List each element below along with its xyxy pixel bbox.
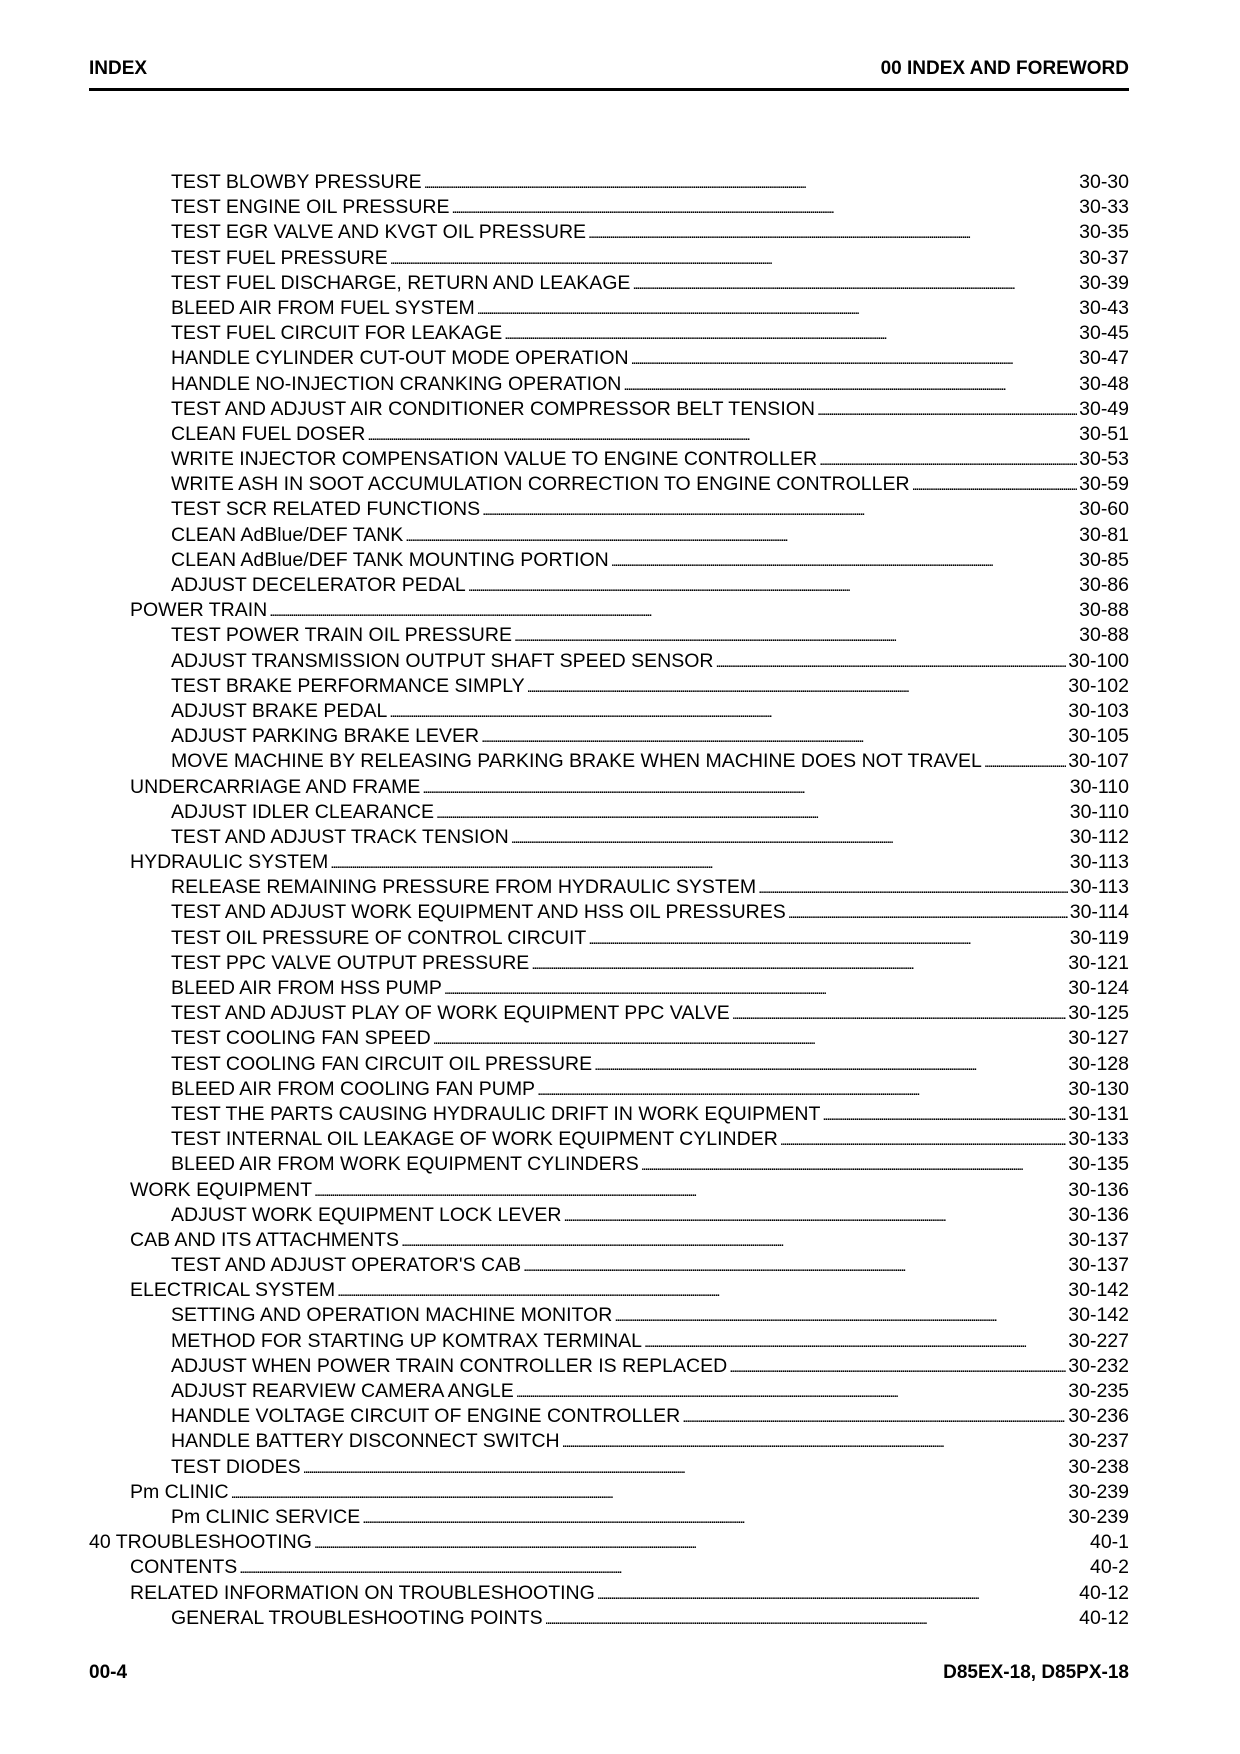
toc-entry-page: 40-2 — [1089, 1556, 1129, 1579]
toc-entry-page: 30-128 — [1068, 1052, 1129, 1075]
dot-leader — [611, 548, 1077, 574]
dot-leader — [732, 1001, 1067, 1027]
toc-entry-title: HANDLE BATTERY DISCONNECT SWITCH — [171, 1430, 560, 1453]
dot-leader — [314, 1530, 1088, 1556]
toc-entry-title: ADJUST IDLER CLEARANCE — [171, 800, 434, 823]
toc-entry-page: 30-88 — [1079, 624, 1129, 647]
dot-leader — [614, 1303, 1066, 1329]
toc-entry[interactable] — [89, 246, 1129, 271]
toc-entry[interactable] — [89, 875, 1129, 900]
toc-entry[interactable] — [89, 623, 1129, 648]
dot-leader — [337, 1278, 1066, 1304]
toc-entry[interactable] — [89, 1102, 1129, 1127]
toc-entry-page: 30-227 — [1068, 1329, 1129, 1352]
toc-entry-title: TEST OIL PRESSURE OF CONTROL CIRCUIT — [171, 926, 587, 949]
toc-entry-title: HANDLE CYLINDER CUT-OUT MODE OPERATION — [171, 347, 629, 370]
dot-leader — [780, 1127, 1066, 1153]
toc-entry-page: 30-136 — [1068, 1203, 1129, 1226]
toc-entry-page: 30-239 — [1068, 1480, 1129, 1503]
toc-entry[interactable] — [89, 724, 1129, 749]
dot-leader — [389, 699, 1066, 725]
toc-entry-title: 40 TROUBLESHOOTING — [89, 1531, 312, 1554]
toc-entry[interactable] — [89, 548, 1129, 573]
toc-entry[interactable] — [89, 271, 1129, 296]
toc-entry-page: 30-112 — [1069, 825, 1129, 848]
dot-leader — [433, 1026, 1067, 1052]
toc-entry-title: BLEED AIR FROM HSS PUMP — [171, 977, 442, 999]
toc-entry[interactable] — [89, 472, 1129, 497]
toc-entry-title: BLEED AIR FROM COOLING FAN PUMP — [171, 1077, 536, 1100]
dot-leader — [436, 800, 1068, 826]
toc-entry-page: 30-136 — [1068, 1178, 1129, 1201]
toc-entry-page: 30-30 — [1079, 171, 1129, 193]
toc-entry[interactable] — [89, 1152, 1129, 1177]
toc-entry[interactable] — [89, 1329, 1129, 1354]
dot-leader — [405, 523, 1077, 549]
toc-entry-title: TEST AND ADJUST AIR CONDITIONER COMPRESSOR BELT TENSION — [171, 397, 815, 420]
toc-entry[interactable] — [89, 296, 1129, 321]
toc-entry[interactable] — [89, 447, 1129, 472]
toc-entry[interactable] — [89, 220, 1129, 245]
toc-entry[interactable] — [89, 1077, 1129, 1102]
toc-entry-page: 40-12 — [1079, 1606, 1129, 1629]
toc-entry-title: TEST FUEL CIRCUIT FOR LEAKAGE — [171, 322, 503, 345]
dot-leader — [401, 1228, 1066, 1254]
toc-entry[interactable] — [89, 850, 1129, 875]
toc-entry-title: RELATED INFORMATION ON TROUBLESHOOTING — [130, 1581, 595, 1604]
toc-entry-page: 30-49 — [1079, 397, 1129, 420]
toc-entry-page: 30-102 — [1068, 674, 1129, 697]
toc-entry-title: CLEAN FUEL DOSER — [171, 422, 366, 445]
toc-entry-page: 30-232 — [1068, 1354, 1129, 1377]
toc-entry-page: 30-51 — [1079, 422, 1129, 445]
dot-leader — [477, 296, 1077, 322]
toc-entry[interactable] — [89, 1203, 1129, 1228]
toc-entry-page: 30-81 — [1079, 523, 1129, 546]
page-number: 00-4 — [89, 1662, 128, 1683]
toc-entry-title: TEST INTERNAL OIL LEAKAGE OF WORK EQUIPMENT CYLINDER — [171, 1128, 778, 1151]
toc-entry-page: 30-37 — [1079, 246, 1129, 269]
toc-entry[interactable] — [89, 1052, 1129, 1077]
dot-leader — [514, 623, 1077, 649]
toc-entry-page: 30-60 — [1079, 498, 1129, 521]
toc-entry-page: 30-110 — [1069, 800, 1129, 823]
toc-entry[interactable] — [89, 1026, 1129, 1051]
dot-leader — [563, 1203, 1066, 1229]
model-designation: D85EX-18, D85PX-18 — [943, 1662, 1129, 1683]
toc-entry-page: 30-110 — [1069, 775, 1129, 798]
dot-leader — [716, 649, 1067, 675]
dot-leader — [912, 472, 1078, 498]
toc-entry-title: TEST BRAKE PERFORMANCE SIMPLY — [171, 674, 525, 697]
toc-entry-title: Pm CLINIC SERVICE — [171, 1505, 361, 1528]
toc-entry-page: 30-142 — [1068, 1304, 1129, 1327]
dot-leader — [424, 170, 1077, 196]
toc-entry[interactable] — [89, 699, 1129, 724]
toc-entry-page: 30-33 — [1079, 196, 1129, 219]
toc-entry-page: 30-121 — [1068, 951, 1129, 974]
toc-entry-title: WORK EQUIPMENT — [130, 1178, 313, 1201]
dot-leader — [819, 447, 1077, 473]
toc-entry-page: 30-238 — [1068, 1455, 1129, 1478]
toc-entry-page: 30-133 — [1068, 1128, 1129, 1151]
toc-entry[interactable] — [89, 1505, 1129, 1530]
toc-entry[interactable] — [89, 573, 1129, 598]
toc-entry[interactable] — [89, 346, 1129, 371]
toc-entry-page: 30-142 — [1068, 1279, 1129, 1302]
dot-leader — [758, 875, 1068, 901]
toc-entry-title: TEST AND ADJUST PLAY OF WORK EQUIPMENT PPC VALVE — [171, 1002, 730, 1025]
toc-entry-title: BLEED AIR FROM WORK EQUIPMENT CYLINDERS — [171, 1153, 639, 1176]
toc-entry[interactable] — [89, 951, 1129, 976]
toc-entry[interactable] — [89, 1455, 1129, 1480]
toc-entry[interactable] — [89, 1303, 1129, 1328]
dot-leader — [788, 900, 1068, 926]
toc-entry-page: 30-137 — [1068, 1254, 1129, 1277]
toc-entry[interactable] — [89, 976, 1129, 1001]
toc-entry[interactable] — [89, 422, 1129, 447]
toc-entry-title: WRITE ASH IN SOOT ACCUMULATION CORRECTION TO ENGINE CONTROLLER — [171, 473, 910, 496]
toc-entry[interactable] — [89, 1555, 1129, 1580]
dot-leader — [451, 195, 1077, 221]
toc-entry-title: ADJUST PARKING BRAKE LEVER — [171, 725, 480, 748]
dot-leader — [562, 1429, 1067, 1455]
toc-entry-title: ELECTRICAL SYSTEM — [130, 1279, 336, 1302]
page-header — [89, 58, 1129, 91]
toc-entry[interactable] — [89, 775, 1129, 800]
dot-leader — [523, 1253, 1066, 1279]
dot-leader — [444, 976, 1066, 1002]
toc-entry[interactable] — [89, 598, 1129, 623]
toc-entry-title: POWER TRAIN — [130, 599, 268, 622]
toc-entry-title: RELEASE REMAINING PRESSURE FROM HYDRAULIC SYSTEM — [171, 876, 757, 899]
toc-entry[interactable] — [89, 1278, 1129, 1303]
dot-leader — [504, 321, 1077, 347]
toc-entry-page: 30-53 — [1079, 448, 1129, 471]
toc-entry[interactable] — [89, 1178, 1129, 1203]
toc-entry-page: 30-127 — [1068, 1027, 1129, 1050]
dot-leader — [231, 1480, 1067, 1506]
toc-entry-title: ADJUST WHEN POWER TRAIN CONTROLLER IS REPLACED — [171, 1354, 728, 1377]
toc-entry-page: 30-88 — [1079, 599, 1129, 622]
toc-entry[interactable] — [89, 1530, 1129, 1555]
toc-entry-title: SETTING AND OPERATION MACHINE MONITOR — [171, 1304, 613, 1327]
page-footer — [89, 1662, 1129, 1684]
toc-entry-page: 30-113 — [1069, 876, 1129, 899]
toc-entry[interactable] — [89, 397, 1129, 422]
toc-entry[interactable] — [89, 825, 1129, 850]
toc-entry[interactable] — [89, 674, 1129, 699]
toc-entry[interactable] — [89, 1606, 1129, 1631]
toc-entry-title: BLEED AIR FROM FUEL SYSTEM — [171, 296, 475, 319]
toc-entry-title: HYDRAULIC SYSTEM — [130, 851, 329, 874]
toc-entry[interactable] — [89, 1127, 1129, 1152]
toc-entry-title: TEST FUEL PRESSURE — [171, 246, 388, 269]
toc-entry-page: 30-59 — [1079, 473, 1129, 496]
toc-entry-page: 30-45 — [1079, 322, 1129, 345]
toc-entry-title: TEST POWER TRAIN OIL PRESSURE — [171, 624, 512, 647]
toc-entry-page: 30-124 — [1068, 977, 1129, 999]
dot-leader — [239, 1555, 1088, 1581]
toc-entry-title: TEST SCR RELATED FUNCTIONS — [171, 498, 481, 521]
toc-entry[interactable] — [89, 1228, 1129, 1253]
toc-entry-page: 30-39 — [1079, 271, 1129, 294]
dot-leader — [269, 598, 1077, 624]
toc-entry-title: TEST AND ADJUST OPERATOR'S CAB — [171, 1254, 522, 1277]
toc-entry[interactable] — [89, 926, 1129, 951]
toc-entry-page: 30-130 — [1068, 1077, 1129, 1100]
dot-leader — [314, 1178, 1066, 1204]
toc-entry-title: CLEAN AdBlue/DEF TANK MOUNTING PORTION — [171, 548, 609, 571]
toc-entry[interactable] — [89, 649, 1129, 674]
dot-leader — [531, 951, 1066, 977]
dot-leader — [729, 1354, 1066, 1380]
dot-leader — [330, 850, 1067, 876]
toc-entry-page: 30-35 — [1079, 221, 1129, 244]
toc-entry-title: TEST BLOWBY PRESSURE — [171, 171, 422, 193]
toc-entry-page: 30-235 — [1068, 1380, 1129, 1402]
dot-leader — [527, 674, 1067, 700]
toc-entry-page: 30-119 — [1069, 926, 1129, 949]
dot-leader — [623, 372, 1077, 398]
toc-entry-title: TEST AND ADJUST TRACK TENSION — [171, 825, 509, 848]
toc-entry-title: TEST COOLING FAN CIRCUIT OIL PRESSURE — [171, 1052, 593, 1075]
dot-leader — [303, 1455, 1067, 1481]
toc-entry[interactable] — [89, 1379, 1129, 1404]
dot-leader — [817, 397, 1077, 423]
toc-entry[interactable] — [89, 1480, 1129, 1505]
toc-entry[interactable] — [89, 1001, 1129, 1026]
toc-entry[interactable] — [89, 1253, 1129, 1278]
toc-entry[interactable] — [89, 497, 1129, 522]
toc-entry-title: MOVE MACHINE BY RELEASING PARKING BRAKE WHEN MACHINE DOES NOT TRAVEL — [171, 750, 982, 773]
toc-entry-title: TEST DIODES — [171, 1455, 301, 1478]
toc-entry-title: CONTENTS — [130, 1556, 238, 1579]
toc-entry-title: GENERAL TROUBLESHOOTING POINTS — [171, 1606, 543, 1629]
toc-entry[interactable] — [89, 1429, 1129, 1454]
dot-leader — [516, 1379, 1066, 1405]
toc-entry-page: 30-113 — [1069, 851, 1129, 874]
toc-entry-title: ADJUST REARVIEW CAMERA ANGLE — [171, 1380, 514, 1402]
header-chapter-title: 00 INDEX AND FOREWORD — [880, 58, 1129, 79]
toc-entry-page: 30-85 — [1079, 548, 1129, 571]
toc-entry[interactable] — [89, 1404, 1129, 1429]
toc-entry-title: ADJUST DECELERATOR PEDAL — [171, 574, 466, 596]
toc-entry-title: TEST ENGINE OIL PRESSURE — [171, 196, 450, 219]
toc-entry-title: HANDLE VOLTAGE CIRCUIT OF ENGINE CONTROLLER — [171, 1405, 681, 1428]
toc-entry[interactable] — [89, 1354, 1129, 1379]
toc-entry-title: ADJUST WORK EQUIPMENT LOCK LEVER — [171, 1203, 562, 1226]
toc-entry-page: 30-135 — [1068, 1153, 1129, 1176]
dot-leader — [588, 220, 1077, 246]
toc-entry-title: WRITE INJECTOR COMPENSATION VALUE TO ENGINE CONTROLLER — [171, 448, 818, 471]
toc-entry-page: 30-48 — [1079, 372, 1129, 395]
toc-entry[interactable] — [89, 900, 1129, 925]
toc-entry-page: 30-43 — [1079, 296, 1129, 319]
dot-leader — [367, 422, 1077, 448]
dot-leader — [545, 1606, 1077, 1632]
dot-leader — [597, 1581, 1077, 1607]
dot-leader — [682, 1404, 1066, 1430]
dot-leader — [537, 1077, 1066, 1103]
dot-leader — [390, 246, 1077, 272]
dot-leader — [822, 1102, 1066, 1128]
toc-entry[interactable] — [89, 321, 1129, 346]
toc-entry-page: 30-47 — [1079, 347, 1129, 370]
toc-entry-title: ADJUST BRAKE PEDAL — [171, 699, 388, 722]
toc-entry-page: 30-131 — [1068, 1102, 1129, 1125]
dot-leader — [644, 1329, 1066, 1355]
toc-entry-page: 30-237 — [1068, 1430, 1129, 1453]
toc-entry-title: CAB AND ITS ATTACHMENTS — [130, 1228, 400, 1251]
toc-entry-title: TEST COOLING FAN SPEED — [171, 1027, 431, 1050]
toc-entry-title: METHOD FOR STARTING UP KOMTRAX TERMINAL — [171, 1329, 642, 1352]
toc-entry[interactable] — [89, 372, 1129, 397]
toc-entry-page: 30-236 — [1068, 1405, 1129, 1428]
toc-entry[interactable] — [89, 523, 1129, 548]
toc-entry-title: TEST FUEL DISCHARGE, RETURN AND LEAKAGE — [171, 271, 631, 294]
toc-entry-title: HANDLE NO-INJECTION CRANKING OPERATION — [171, 372, 622, 395]
toc-entry-page: 30-107 — [1068, 750, 1129, 773]
toc-entry-title: TEST AND ADJUST WORK EQUIPMENT AND HSS OIL PRESSURES — [171, 901, 786, 924]
toc-entry-page: 40-1 — [1089, 1531, 1129, 1554]
toc-entry-page: 30-239 — [1068, 1505, 1129, 1528]
toc-entry-title: ADJUST TRANSMISSION OUTPUT SHAFT SPEED SENSOR — [171, 649, 714, 672]
toc-entry-title: Pm CLINIC — [130, 1480, 229, 1503]
toc-entry-title: UNDERCARRIAGE AND FRAME — [130, 775, 421, 798]
dot-leader — [482, 497, 1077, 523]
toc-entry[interactable] — [89, 1581, 1129, 1606]
table-of-contents — [89, 170, 1129, 1631]
dot-leader — [511, 825, 1068, 851]
toc-entry-title: CLEAN AdBlue/DEF TANK — [171, 523, 404, 546]
dot-leader — [481, 724, 1066, 750]
toc-entry-page: 40-12 — [1079, 1581, 1129, 1604]
toc-entry[interactable] — [89, 749, 1129, 774]
dot-leader — [984, 749, 1066, 775]
toc-entry[interactable] — [89, 195, 1129, 220]
toc-entry-page: 30-137 — [1068, 1228, 1129, 1251]
toc-entry-title: TEST THE PARTS CAUSING HYDRAULIC DRIFT IN WORK EQUIPMENT — [171, 1102, 821, 1125]
toc-entry-title: TEST EGR VALVE AND KVGT OIL PRESSURE — [171, 221, 587, 244]
toc-entry-page: 30-125 — [1068, 1002, 1129, 1025]
dot-leader — [594, 1052, 1066, 1078]
toc-entry-title: TEST PPC VALVE OUTPUT PRESSURE — [171, 951, 530, 974]
header-section-label: INDEX — [89, 58, 148, 79]
dot-leader — [362, 1505, 1066, 1531]
dot-leader — [632, 271, 1077, 297]
toc-entry-page: 30-103 — [1068, 699, 1129, 722]
dot-leader — [641, 1152, 1067, 1178]
dot-leader — [468, 573, 1077, 599]
dot-leader — [588, 926, 1067, 952]
dot-leader — [422, 775, 1067, 801]
toc-entry[interactable] — [89, 800, 1129, 825]
toc-entry[interactable] — [89, 170, 1129, 195]
dot-leader — [631, 346, 1078, 372]
toc-entry-page: 30-114 — [1069, 901, 1129, 924]
toc-entry-page: 30-100 — [1068, 649, 1129, 672]
toc-entry-page: 30-105 — [1068, 725, 1129, 748]
toc-entry-page: 30-86 — [1079, 574, 1129, 596]
